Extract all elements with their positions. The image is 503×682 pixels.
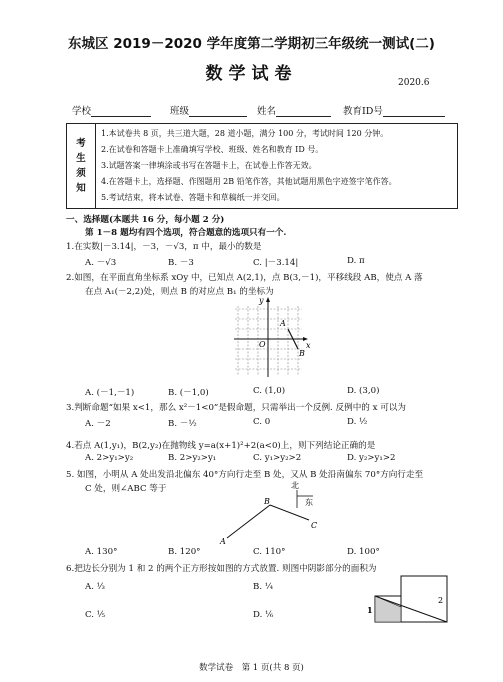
notes-heading-char: 知	[76, 183, 86, 194]
q5-option-b[interactable]: B. 120°	[168, 547, 201, 557]
point-b-label: B	[264, 497, 270, 506]
notes-heading	[67, 124, 96, 208]
origin-label: O	[259, 340, 266, 349]
q3-stem: 3.判断命题“如果 x<1，那么 x²－1<0”是假命题，只需举出一个反例. 反例中的 x 可以为	[66, 403, 406, 413]
class-blank	[189, 105, 247, 117]
candidate-notes-box	[66, 123, 458, 209]
q2-stem-line2: 在点 A₁(－2,2)处，则点 B 的对应点 B₁ 的坐标为	[85, 287, 274, 297]
q5-option-c[interactable]: C. 110°	[253, 547, 286, 557]
q2-option-b[interactable]: B. (－1,0)	[168, 388, 209, 398]
q2-coordinate-figure	[232, 293, 314, 381]
id-blank	[383, 105, 445, 117]
exam-title: 东城区 2019－2020 学年度第二学期初三年级统一测试(二)	[68, 36, 435, 52]
name-field[interactable]	[257, 103, 331, 117]
x-axis-label: x	[306, 341, 311, 350]
big-side-label: 2	[438, 596, 444, 605]
name-blank	[276, 105, 331, 117]
q5-option-a[interactable]: A. 130°	[85, 547, 118, 557]
shaded-region	[375, 596, 401, 622]
id-field[interactable]	[343, 103, 445, 117]
school-blank	[91, 105, 151, 117]
q1-option-b[interactable]: B. －3	[168, 258, 194, 268]
q4-option-a[interactable]: A. 2>y₁>y₂	[85, 453, 134, 463]
east-label: 东	[305, 498, 313, 507]
small-side-label: 1	[367, 605, 373, 615]
q3-option-c[interactable]: C. 0	[253, 417, 271, 427]
q5-option-d[interactable]: D. 100°	[347, 547, 380, 557]
q4-option-d[interactable]: D. y₂>y₁>2	[347, 453, 396, 463]
id-label: 教育ID号	[343, 106, 383, 117]
q1-option-d[interactable]: D. π	[347, 256, 365, 266]
notes-heading-char: 须	[76, 168, 86, 179]
note-item: 5.考试结束，将本试卷、答题卡和草稿纸一并交回。	[101, 193, 285, 202]
notes-heading-char: 生	[76, 153, 86, 164]
point-a-label: A	[280, 319, 286, 328]
note-item: 2.在试卷和答题卡上准确填写学校、班级、姓名和教育 ID 号。	[101, 145, 324, 154]
q2-option-d[interactable]: D. (3,0)	[347, 386, 380, 396]
q6-stem: 6.把边长分别为 1 和 2 的两个正方形按如图的方式放置. 则图中阴影部分的面积为	[66, 564, 377, 574]
section-intro: 第 1－8 题均有四个选项，符合题意的选项只有一个.	[85, 228, 287, 238]
path-ab	[227, 505, 270, 538]
point-c-label: C	[311, 521, 318, 530]
section-heading: 一、选择题(本题共 16 分，每小题 2 分)	[66, 215, 225, 225]
name-label: 姓名	[257, 106, 277, 117]
q6-option-c[interactable]: C. ⅕	[85, 610, 106, 620]
q1-option-c[interactable]: C. |－3.14|	[253, 258, 299, 268]
q5-stem-line2: C 处，则∠ABC 等于	[85, 484, 167, 494]
q2-stem-line1: 2.如图，在平面直角坐标系 xOy 中，已知点 A(2,1)，点 B(3,－1)，平移线段 AB，使点 A 落	[66, 273, 423, 283]
q2-option-a[interactable]: A. (－1,－1)	[85, 388, 135, 398]
y-axis-arrow-icon	[266, 297, 270, 302]
note-item: 4.在答题卡上，选择题、作图题用 2B 铅笔作答，其他试题用黑色字迹签字笔作答。	[101, 177, 397, 186]
note-item: 1.本试卷共 8 页，共三道大题，28 道小题，满分 100 分，考试时间 120 分钟。	[101, 129, 389, 138]
exam-date: 2020.6	[398, 78, 430, 88]
q3-option-d[interactable]: D. ½	[347, 417, 368, 427]
north-label: 北	[291, 481, 299, 490]
school-field[interactable]	[72, 103, 151, 117]
point-b-label: B	[299, 349, 305, 358]
path-bc	[270, 505, 309, 520]
q1-option-a[interactable]: A. －√3	[85, 258, 117, 268]
exam-subtitle: 数学试卷	[205, 64, 298, 84]
y-axis-label: y	[259, 296, 264, 305]
q5-direction-figure	[215, 478, 340, 546]
q2-option-c[interactable]: C. (1,0)	[253, 386, 286, 396]
school-label: 学校	[72, 106, 92, 117]
q5-stem-line1: 5. 如图，小明从 A 处出发沿北偏东 40°方向行走至 B 处，又从 B 处沿南偏东 70°方向行走至	[66, 470, 424, 480]
q3-option-b[interactable]: B. －½	[168, 419, 197, 429]
q3-option-a[interactable]: A. －2	[85, 419, 111, 429]
class-field[interactable]	[170, 103, 247, 117]
q6-option-b[interactable]: B. ¼	[253, 582, 274, 592]
q6-squares-figure	[362, 572, 452, 632]
q4-stem: 4.若点 A(1,y₁)，B(2,y₂)在抛物线 y=a(x+1)²+2(a<0)上，则下列结论正确的是	[66, 441, 376, 451]
notes-heading-char: 考	[76, 138, 86, 149]
q6-option-d[interactable]: D. ⅙	[253, 610, 274, 620]
q1-stem: 1.在实数|－3.14|，－3，－√3，π 中，最小的数是	[66, 242, 262, 252]
q4-option-b[interactable]: B. 2>y₂>y₁	[168, 453, 217, 463]
q6-option-a[interactable]: A. ⅓	[85, 582, 105, 592]
note-item: 3.试题答案一律填涂或书写在答题卡上，在试卷上作答无效。	[101, 161, 317, 170]
page-footer: 数学试卷 第 1 页(共 8 页)	[199, 663, 304, 673]
class-label: 班级	[170, 106, 190, 117]
q4-option-c[interactable]: C. y₁>y₂>2	[253, 453, 302, 463]
point-a-label: A	[220, 537, 226, 546]
